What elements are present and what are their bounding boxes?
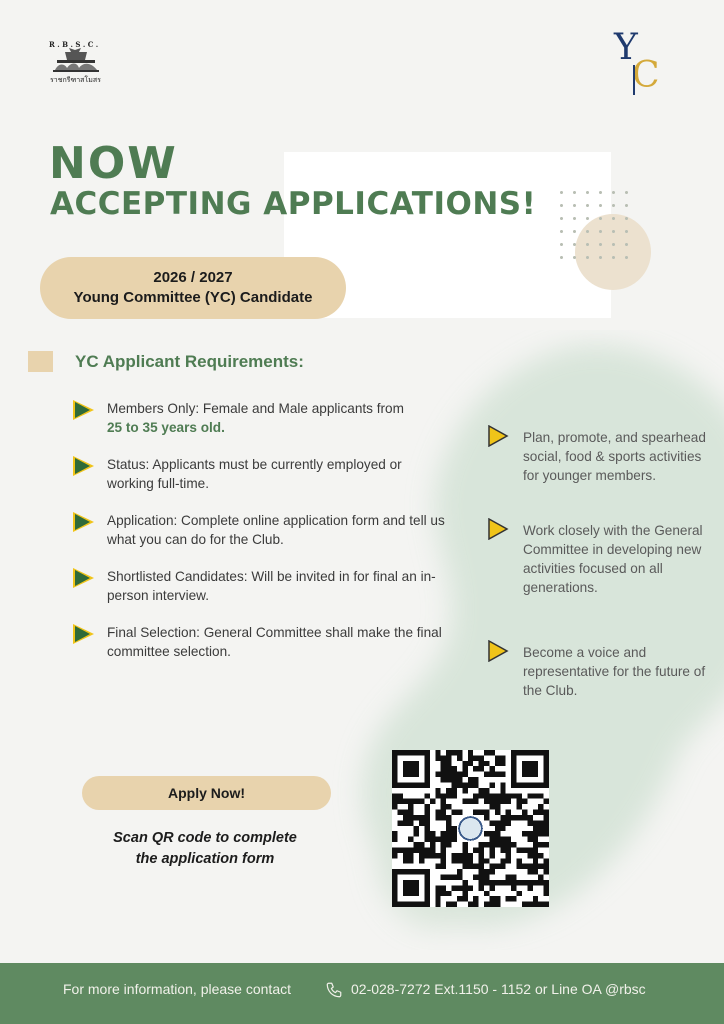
requirement-item [72,623,452,661]
requirement-text: Shortlisted Candidates: Will be invited in for final an in-person interview. [107,569,436,603]
requirements-marker [28,351,53,372]
duty-item [487,521,717,597]
play-arrow-outline-icon [487,425,509,447]
play-arrow-icon [72,511,96,533]
requirement-item [72,567,452,605]
duty-item [487,428,717,485]
requirement-text: Final Selection: General Committee shall make the final committee selection. [107,625,442,659]
dot-grid-decoration [555,186,633,266]
duty-item [487,643,717,700]
play-arrow-icon [72,623,96,645]
requirements-heading: YC Applicant Requirements: [75,352,304,371]
headline-now: NOW [49,138,178,189]
play-arrow-icon [72,455,96,477]
apply-now-button[interactable]: Apply Now! [82,776,331,810]
duty-text: Work closely with the General Committee in developing new activities focused on all generations. [523,523,703,595]
requirement-item [72,399,452,437]
footer-contact: 02-028-7272 Ext.1150 - 1152 or Line OA @rbsc [351,981,646,997]
play-arrow-outline-icon [487,518,509,540]
requirement-text: Members Only: Female and Male applicants from [107,401,404,416]
rbsc-emblem-icon [47,38,107,86]
footer-label: For more information, please contact [63,981,291,997]
footer-bar [0,963,724,1024]
scan-instruction-line1: Scan QR code to complete [113,830,297,846]
yc-logo [610,25,666,97]
play-arrow-icon [72,567,96,589]
requirement-item [72,455,452,493]
phone-icon [325,981,343,999]
candidate-year: 2026 / 2027 [153,269,233,286]
requirement-text: Application: Complete online application form and tell us what you can do for the Club. [107,513,445,547]
requirement-highlight: 25 to 35 years old. [107,420,225,435]
yc-logo-c: C [632,55,660,96]
requirement-item [72,511,452,549]
duty-text: Become a voice and representative for the future of the Club. [523,645,706,698]
duty-text: Plan, promote, and spearhead social, food & sports activities for younger members. [523,430,706,483]
requirement-text: Status: Applicants must be currently employed or working full-time. [107,457,402,491]
scan-instruction [90,828,320,870]
svg-text:ราชกรีฑาสโมสร: ราชกรีฑาสโมสร [50,76,101,84]
play-arrow-outline-icon [487,640,509,662]
qr-code[interactable] [392,750,549,907]
play-arrow-icon [72,399,96,421]
candidate-title: Young Committee (YC) Candidate [73,289,313,306]
scan-instruction-line2: the application form [135,851,275,867]
headline-accepting-applications: ACCEPTING APPLICATIONS! [50,186,537,222]
yc-logo-y: Y [614,27,638,68]
svg-text:R . B . S . C .: R . B . S . C . [49,40,99,49]
rbsc-logo [47,38,107,86]
candidate-pill [40,257,346,319]
